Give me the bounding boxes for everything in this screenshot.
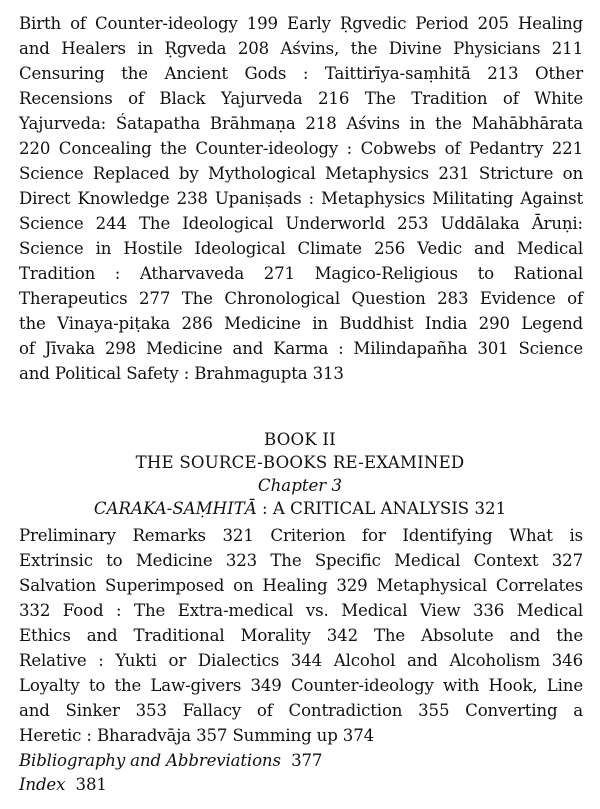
book-title: THE SOURCE-BOOKS RE-EXAMINED bbox=[135, 453, 465, 472]
toc-line: and Healers in Ṛgveda 208 Aśvins, the Divine Physicians 211 bbox=[19, 39, 583, 58]
toc-line: Preliminary Remarks 321 Criterion for Identifying What is bbox=[19, 526, 583, 545]
book-label: BOOK II bbox=[264, 430, 336, 449]
toc-line: Heretic : Bharadvāja 357 Summing up 374 bbox=[19, 726, 375, 745]
bibliography-entry bbox=[19, 748, 583, 773]
bibliography-page: 377 bbox=[291, 751, 323, 770]
toc-line: Direct Knowledge 238 Upaniṣads : Metaphysics Militating Against bbox=[19, 189, 583, 208]
toc-line: Extrinsic to Medicine 323 The Specific Medical Context 327 bbox=[19, 551, 583, 570]
toc-line: Therapeutics 277 The Chronological Question 283 Evidence of bbox=[19, 289, 583, 308]
toc-line: Salvation Superimposed on Healing 329 Metaphysical Correlates bbox=[19, 576, 583, 595]
chapter-subtitle: : A CRITICAL ANALYSIS 321 bbox=[256, 499, 507, 518]
chapter-label: Chapter 3 bbox=[257, 476, 343, 495]
toc-line: Ethics and Traditional Morality 342 The Absolute and the bbox=[19, 626, 583, 645]
index-label: Index bbox=[19, 775, 66, 794]
toc-line: Tradition : Atharvaveda 271 Magico-Religious to Rational bbox=[19, 264, 583, 283]
toc-line: Yajurveda: Śatapatha Brāhmaṇa 218 Aśvins in the Mahābhārata bbox=[19, 114, 583, 133]
toc-line: and Sinker 353 Fallacy of Contradiction 355 Converting a bbox=[19, 701, 583, 720]
toc-line: Censuring the Ancient Gods : Taittirīya-saṃhitā 213 Other bbox=[19, 64, 583, 83]
toc-line: and Political Safety : Brahmagupta 313 bbox=[19, 364, 344, 383]
toc-line: Relative : Yukti or Dialectics 344 Alcohol and Alcoholism 346 bbox=[19, 651, 583, 670]
chapter-title: CARAKA-SAṂHITĀ bbox=[93, 499, 257, 518]
toc-line: Loyalty to the Law-givers 349 Counter-ideology with Hook, Line bbox=[19, 676, 583, 695]
toc-line: Birth of Counter-ideology 199 Early Ṛgvedic Period 205 Healing bbox=[19, 14, 583, 33]
toc-line: 220 Concealing the Counter-ideology : Cobwebs of Pedantry 221 bbox=[19, 139, 583, 158]
toc-line: Science Replaced by Mythological Metaphysics 231 Stricture on bbox=[19, 164, 583, 183]
toc-line: 332 Food : The Extra-medical vs. Medical View 336 Medical bbox=[19, 601, 583, 620]
bibliography-label: Bibliography and Abbreviations bbox=[19, 751, 281, 770]
toc-line: Science 244 The Ideological Underworld 253 Uddālaka Āruṇi: bbox=[19, 214, 583, 233]
toc-line: Recensions of Black Yajurveda 216 The Tradition of White bbox=[19, 89, 583, 108]
toc-line: Science in Hostile Ideological Climate 256 Vedic and Medical bbox=[19, 239, 583, 258]
toc-line: the Vinaya-piṭaka 286 Medicine in Buddhist India 290 Legend bbox=[19, 314, 583, 333]
index-page: 381 bbox=[75, 775, 107, 794]
toc-line: of Jīvaka 298 Medicine and Karma : Milindapañha 301 Science bbox=[19, 339, 583, 358]
chapter-heading bbox=[0, 497, 600, 521]
index-entry bbox=[19, 772, 583, 797]
